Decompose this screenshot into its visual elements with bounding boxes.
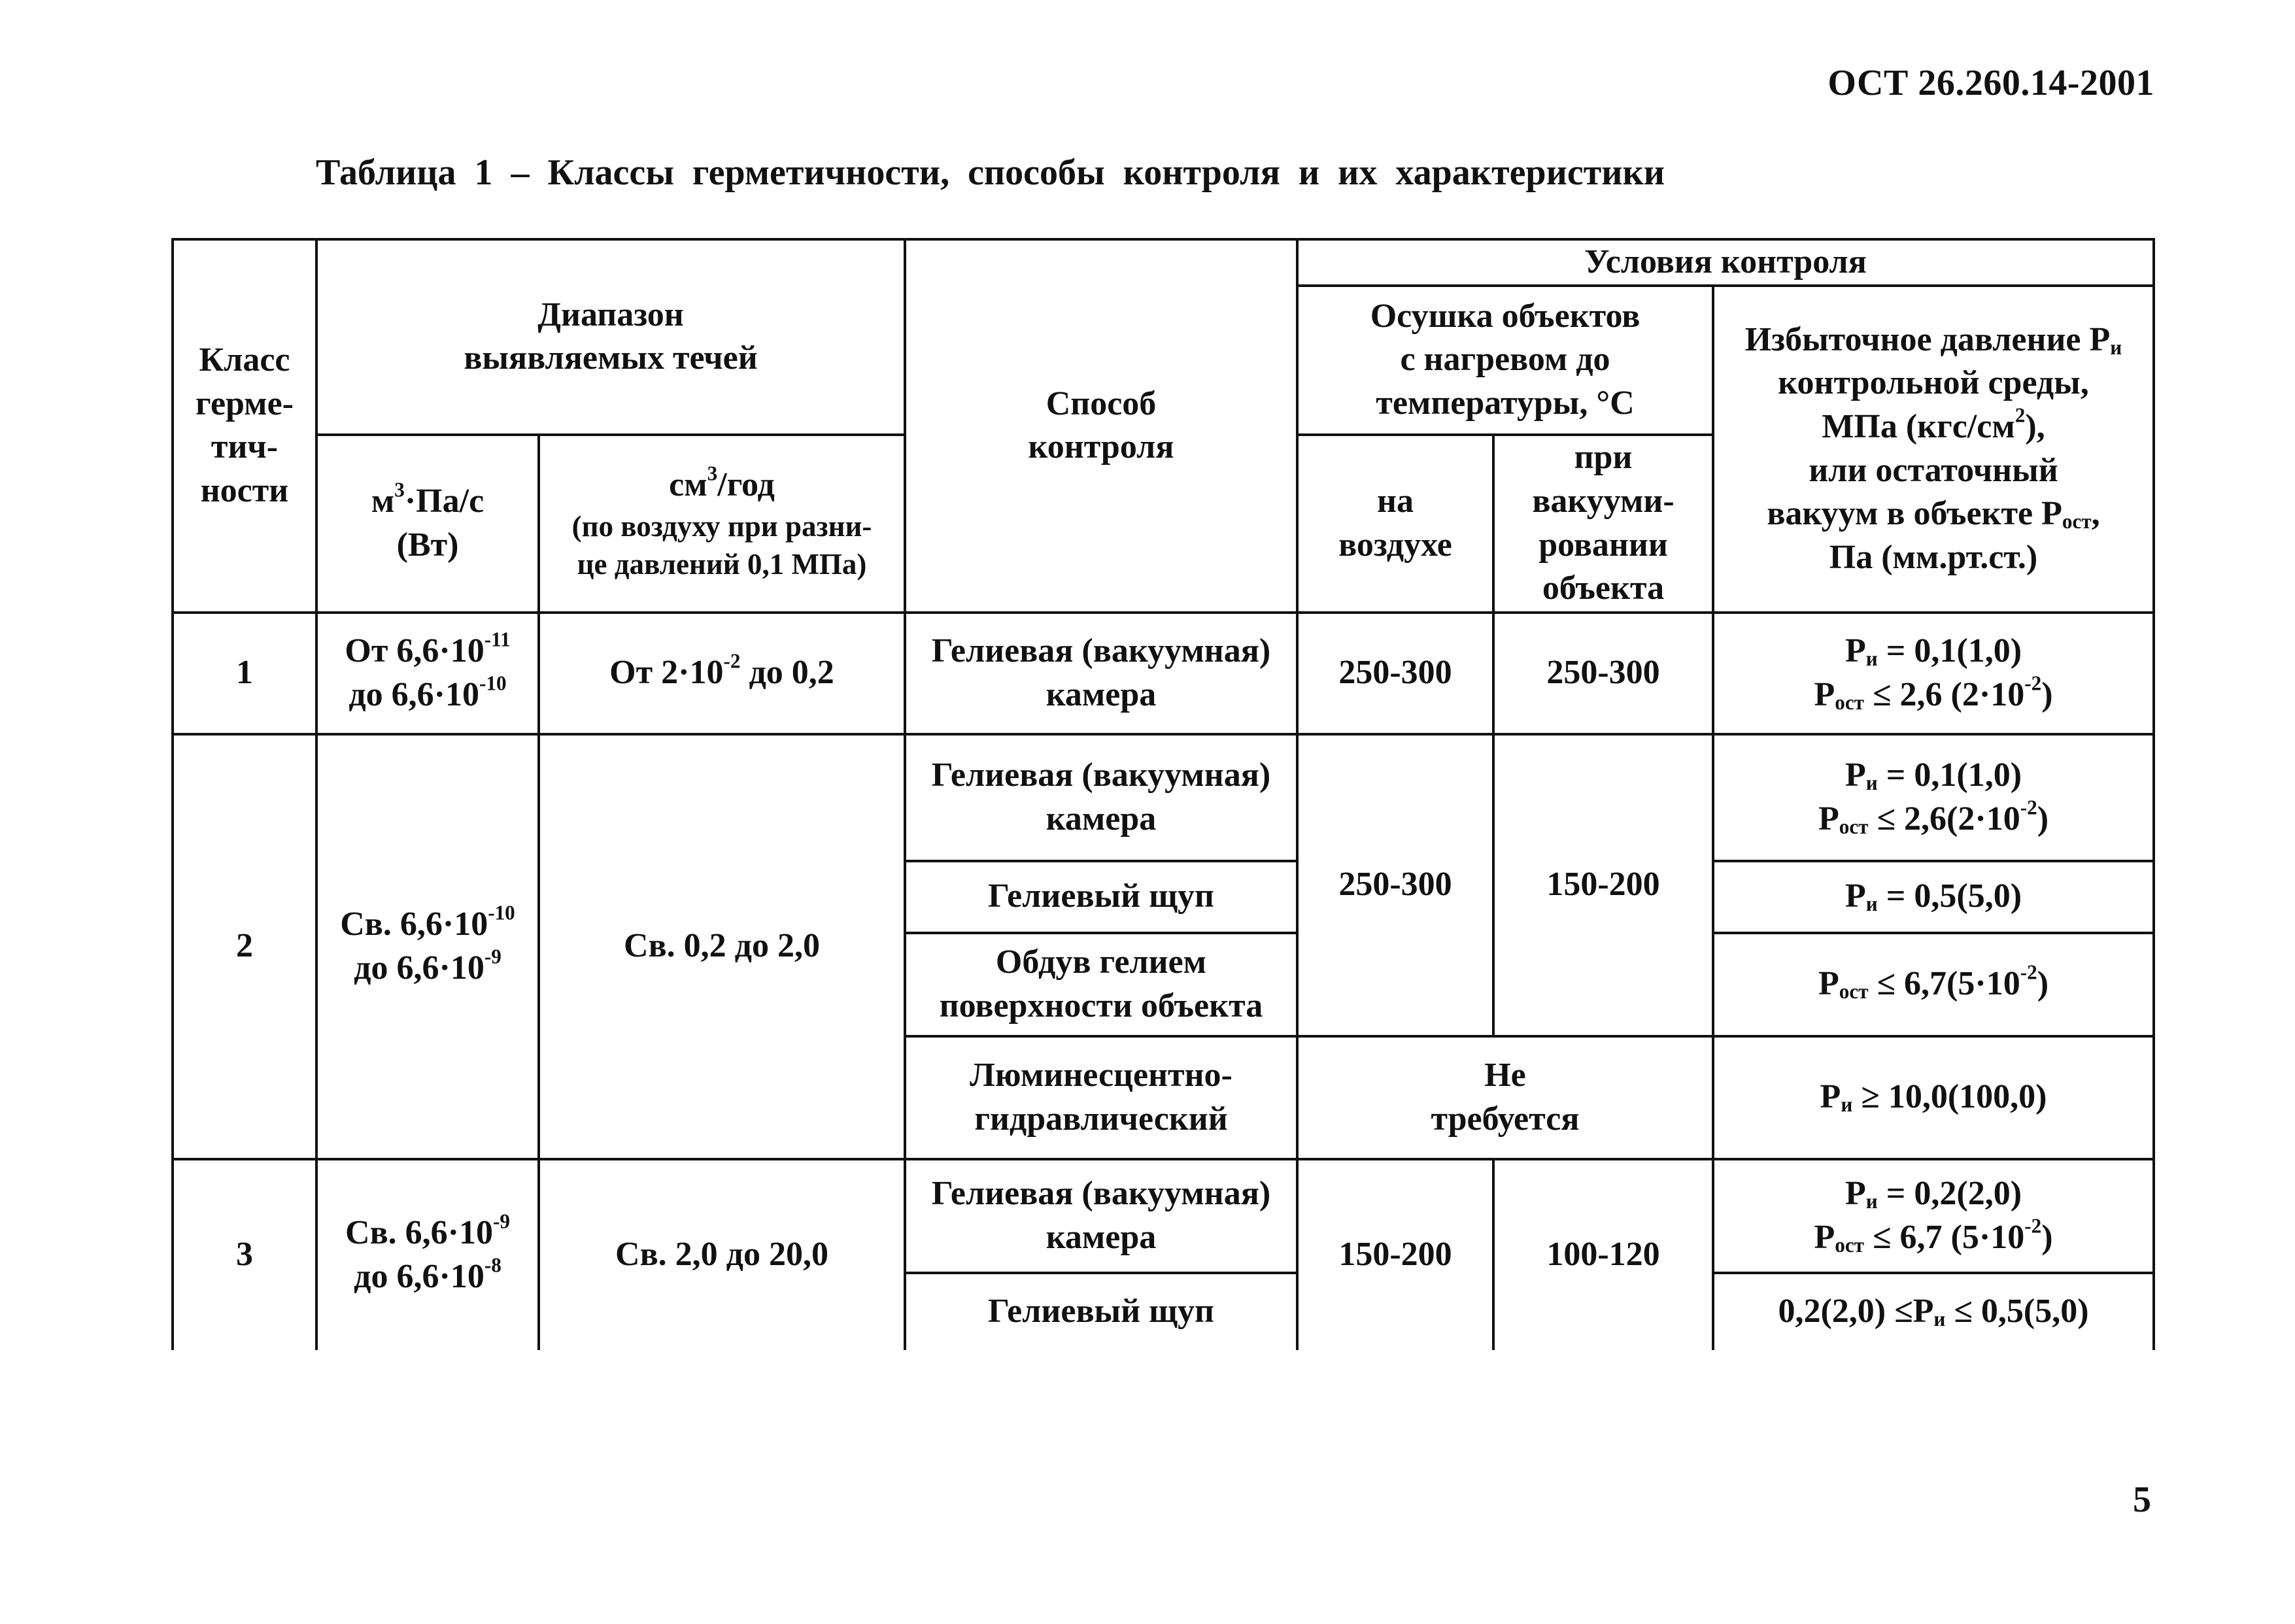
class-cell: 3 <box>173 1159 316 1350</box>
method-cell: Гелиевый щуп <box>905 861 1297 933</box>
document-code: ОСТ 26.260.14-2001 <box>1828 63 2154 103</box>
table-caption: Таблица 1 – Классы герметичности, способы контроля и их характеристики <box>316 152 1665 193</box>
range-m3pa-cell: От $6,6\cdot 10^{-11}$ до $6,6\cdot 10^{-10}$ <box>316 613 539 734</box>
table-row <box>173 734 2154 861</box>
header-method: Способ контроля <box>905 239 1297 613</box>
method-cell: Гелиевый щуп <box>905 1273 1297 1350</box>
air-temp-cell: 250-300 <box>1297 613 1493 734</box>
pressure-cell: $Р_{ост} \le 6,7(5\cdot 10^{-2})$ <box>1713 933 2154 1036</box>
air-temp-cell: 150-200 <box>1297 1159 1493 1350</box>
range-m3pa-cell: Св. $6,6\cdot 10^{-9}$ до $6,6\cdot 10^{-8}$ <box>316 1159 539 1350</box>
tightness-classes-table <box>171 238 2155 1350</box>
range-m3pa-cell: Св. $6,6\cdot 10^{-10}$ до $6,6\cdot 10^{-9}$ <box>316 734 539 1159</box>
class-cell: 2 <box>173 734 316 1159</box>
vacuum-temp-cell: 150-200 <box>1493 734 1713 1036</box>
pressure-cell: $Р_и = 0,1(1,0)$ $Р_{ост} \le 2,6$ $(2\cdot 10^{-2})$ <box>1713 613 2154 734</box>
pressure-cell: $Р_и \ge 10,0(100,0)$ <box>1713 1036 2154 1159</box>
pressure-cell: $Р_и = 0,2(2,0)$ $Р_{ост} \le 6,7$ $(5\cdot 10^{-2})$ <box>1713 1159 2154 1273</box>
range-cm3-cell: Св. 2,0 до 20,0 <box>539 1159 905 1350</box>
method-cell: Гелиевая (вакуумная) камера <box>905 613 1297 734</box>
method-cell: Гелиевая (вакуумная) камера <box>905 734 1297 861</box>
vacuum-temp-cell: 250-300 <box>1493 613 1713 734</box>
method-cell: Люминесцентно- гидравлический <box>905 1036 1297 1159</box>
class-cell: 1 <box>173 613 316 734</box>
pressure-cell: $Р_и = 0,5(5,0)$ <box>1713 861 2154 933</box>
header-unit-cm3: $см^3$/год (по воздуху при разни- це давлений 0,1 МПа) <box>539 435 905 613</box>
header-detectable-range: Диапазон выявляемых течей <box>316 239 905 435</box>
header-class: Класс герме- тич- ности <box>173 239 316 613</box>
page-number: 5 <box>2133 1480 2151 1520</box>
drying-not-required-cell: Не требуется <box>1297 1036 1713 1159</box>
header-in-vacuum: при вакууми- ровании объекта <box>1493 435 1713 613</box>
header-conditions: Условия контроля <box>1297 239 2154 286</box>
air-temp-cell: 250-300 <box>1297 734 1493 1036</box>
table-row <box>173 1159 2154 1273</box>
pressure-cell: $Р_и = 0,1(1,0)$ $Р_{ост} \le 2,6(2\cdot 10^{-2})$ <box>1713 734 2154 861</box>
header-pressure: Избыточное давление $Р_и$ контрольной среды, МПа $(кгс/см^2)$, или остаточный вакуум в объекте $Р_{ост}$, Па (мм.рт.ст.) <box>1713 286 2154 613</box>
method-cell: Обдув гелием поверхности объекта <box>905 933 1297 1036</box>
vacuum-temp-cell: 100-120 <box>1493 1159 1713 1350</box>
table-row <box>173 613 2154 734</box>
range-cm3-cell: Св. 0,2 до 2,0 <box>539 734 905 1159</box>
pressure-cell: $0,2(2,0) \le Р_и \le 0,5(5,0)$ <box>1713 1273 2154 1350</box>
method-cell: Гелиевая (вакуумная) камера <box>905 1159 1297 1273</box>
range-cm3-cell: От $2\cdot 10^{-2}$ до 0,2 <box>539 613 905 734</box>
header-drying: Осушка объектов с нагревом до температуры, °С <box>1297 286 1713 435</box>
header-in-air: на воздухе <box>1297 435 1493 613</box>
header-unit-m3pa: $м^3\cdot Па/с$ (Вт) <box>316 435 539 613</box>
